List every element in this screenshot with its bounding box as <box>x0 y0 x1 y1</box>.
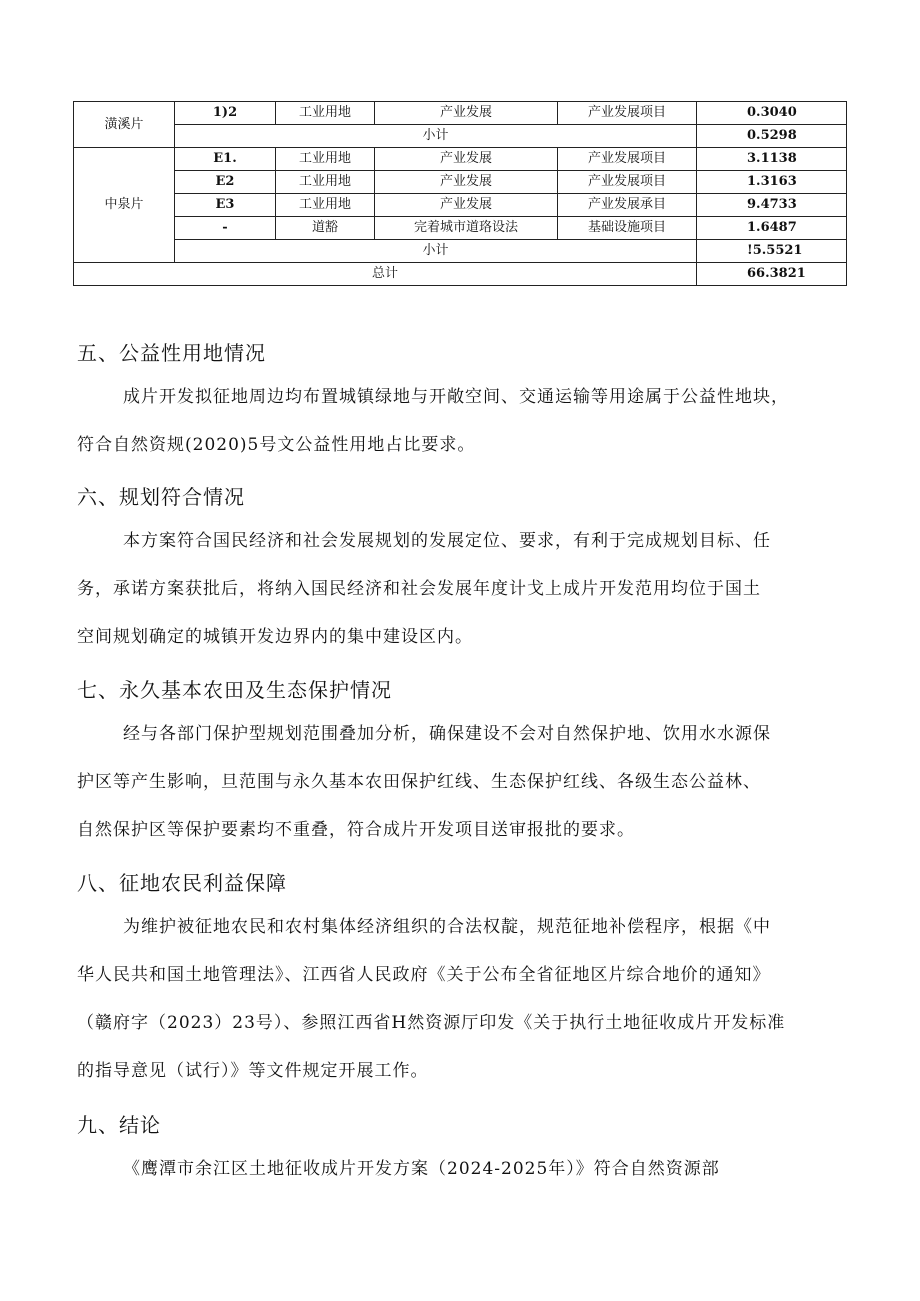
area-value: 9.4733 <box>697 194 847 217</box>
area-value: 1.6487 <box>697 217 847 240</box>
subtotal-row <box>74 240 847 263</box>
paragraph-line: 空间规划确定的城镇开发边界内的集中建设区内。 <box>77 627 473 647</box>
paragraph-line: 本方案符合国民经济和社会发展规划的发展定位、要求，有利于完成规划目标、任 <box>123 531 771 551</box>
area-value: 1.3163 <box>697 171 847 194</box>
section-paragraph <box>77 903 847 1095</box>
land-type: 工业用地 <box>276 102 375 125</box>
paragraph-line: 务，承诺方案获批后，将纳入国民经济和社会发展年度计戈上成片开发范用均位于国土 <box>77 579 761 599</box>
project-type: 产业发展项目 <box>558 148 697 171</box>
land-use: 产业发展 <box>375 148 558 171</box>
paragraph-line: 经与各部门保护型规划范围叠加分析，确保建设不会对自然保护地、饮用水水源保 <box>123 724 771 744</box>
area-name: 中泉片 <box>74 148 175 263</box>
plot-code: - <box>175 217 276 240</box>
land-use: 完着城市道珞设法 <box>375 217 558 240</box>
section-paragraph <box>77 1145 847 1193</box>
table-row <box>74 171 847 194</box>
plot-code: E3 <box>175 194 276 217</box>
paragraph-line: 符合自然资规(2020)5号文公益性用地占比要求。 <box>77 435 476 455</box>
total-label: 总计 <box>74 263 697 286</box>
project-type: 产业发展项目 <box>558 171 697 194</box>
area-value: 3.1138 <box>697 148 847 171</box>
plot-code: 1)2 <box>175 102 276 125</box>
section-paragraph <box>77 710 847 854</box>
project-type: 基础设施项目 <box>558 217 697 240</box>
paragraph-line: 成片开发拟征地周边均布置城镇绿地与开敞空间、交通运输等用途属于公益性地块， <box>123 387 789 407</box>
area-value: 0.3040 <box>697 102 847 125</box>
plot-code: E2 <box>175 171 276 194</box>
paragraph-line: 华人民共和国土地管理法》、江西省人民政府《关于公布全省征地区片综合地价的通知》 <box>77 965 771 985</box>
project-type: 产业发展项目 <box>558 102 697 125</box>
land-type: 道豁 <box>276 217 375 240</box>
land-type: 工业用地 <box>276 148 375 171</box>
project-type: 产业发展承目 <box>558 194 697 217</box>
land-use: 产业发展 <box>375 171 558 194</box>
section-paragraph <box>77 517 847 661</box>
land-use-table <box>73 101 847 286</box>
subtotal-value: 0.5298 <box>697 125 847 148</box>
land-use: 产业发展 <box>375 102 558 125</box>
land-type: 工业用地 <box>276 194 375 217</box>
paragraph-line: 《鹰潭市余江区土地征收成片开发方案（2024-2025年）》符合自然资源部 <box>123 1159 720 1179</box>
section-heading: 八、征地农民利益保障 <box>77 871 287 895</box>
area-name: 潢溪片 <box>74 102 175 148</box>
subtotal-label: 小计 <box>175 240 697 263</box>
section-paragraph <box>77 373 847 469</box>
table-row <box>74 217 847 240</box>
table-row <box>74 148 847 171</box>
paragraph-line: （赣府字（2023）23号）、参照江西省H然资源厅印发《关于执行土地征收成片开发标准 <box>77 1013 786 1033</box>
land-use: 产业发展 <box>375 194 558 217</box>
subtotal-label: 小计 <box>175 125 697 148</box>
paragraph-line: 护区等产生影响，旦范围与永久基本农田保护红线、生态保护红线、各级生态公益林、 <box>77 772 761 792</box>
paragraph-line: 自然保护区等保护要素均不重叠，符合成片开发项目送审报批的要求。 <box>77 820 635 840</box>
section-heading: 五、公益性用地情况 <box>77 341 266 365</box>
section-heading: 九、结论 <box>77 1113 161 1137</box>
table-row <box>74 194 847 217</box>
subtotal-row <box>74 125 847 148</box>
land-type: 工业用地 <box>276 171 375 194</box>
section-heading: 六、规划符合情况 <box>77 485 245 509</box>
total-value: 66.3821 <box>697 263 847 286</box>
plot-code: E1. <box>175 148 276 171</box>
section-heading: 七、永久基本农田及生态保护情况 <box>77 678 392 702</box>
paragraph-line: 的指导意见（试行）》等文件规定开展工作。 <box>77 1061 429 1081</box>
table-row <box>74 102 847 125</box>
paragraph-line: 为维护被征地农民和农村集体经济组织的合法权靛，规范征地补偿程序，根据《中 <box>123 917 771 937</box>
subtotal-value: !5.5521 <box>697 240 847 263</box>
total-row <box>74 263 847 286</box>
